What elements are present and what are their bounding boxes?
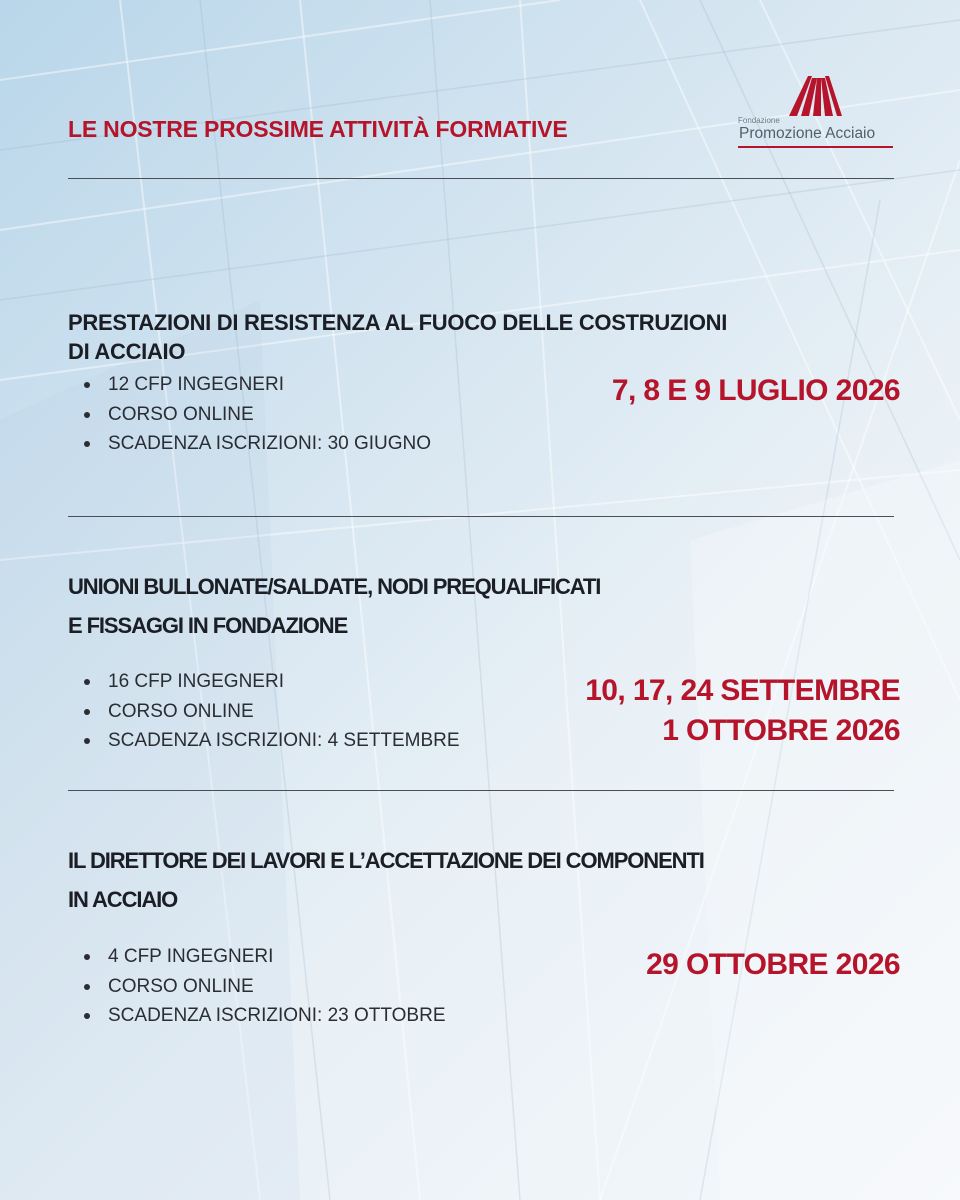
list-item: SCADENZA ISCRIZIONI: 23 OTTOBRE bbox=[82, 1001, 446, 1031]
course-date-line: 10, 17, 24 SETTEMBRE bbox=[585, 674, 900, 707]
course-title-3 bbox=[68, 841, 868, 919]
steel-structure-logo-icon bbox=[788, 76, 842, 116]
course-title-2 bbox=[68, 567, 868, 645]
page-title: LE NOSTRE PROSSIME ATTIVITÀ FORMATIVE bbox=[68, 116, 568, 142]
list-item: SCADENZA ISCRIZIONI: 4 SETTEMBRE bbox=[82, 726, 460, 756]
course-title-line: DI ACCIAIO bbox=[68, 339, 186, 364]
list-item: CORSO ONLINE bbox=[82, 400, 431, 430]
list-item: SCADENZA ISCRIZIONI: 30 GIUGNO bbox=[82, 429, 431, 459]
divider-1 bbox=[68, 516, 894, 517]
course-title-1 bbox=[68, 308, 868, 366]
logo-underline bbox=[738, 146, 893, 148]
course-date-line: 1 OTTOBRE 2026 bbox=[662, 714, 900, 747]
course-title-line: PRESTAZIONI DI RESISTENZA AL FUOCO DELLE COSTRUZIONI bbox=[68, 310, 728, 335]
logo-name: Promozione Acciaio bbox=[739, 125, 876, 142]
course-details-1 bbox=[82, 370, 431, 459]
course-title-line: IN ACCIAIO bbox=[68, 887, 178, 912]
course-date-1 bbox=[612, 371, 900, 411]
list-item: 16 CFP INGEGNERI bbox=[82, 667, 460, 697]
divider-top bbox=[68, 178, 894, 179]
list-item: CORSO ONLINE bbox=[82, 697, 460, 727]
course-title-line: IL DIRETTORE DEI LAVORI E L’ACCETTAZIONE DEI COMPONENTI bbox=[68, 848, 704, 873]
list-item: 12 CFP INGEGNERI bbox=[82, 370, 431, 400]
course-title-line: UNIONI BULLONATE/SALDATE, NODI PREQUALIFICATI bbox=[68, 574, 601, 599]
list-item: 4 CFP INGEGNERI bbox=[82, 942, 446, 972]
logo-small-text: Fondazione bbox=[738, 116, 780, 125]
course-title-line: E FISSAGGI IN FONDAZIONE bbox=[68, 613, 348, 638]
course-details-3 bbox=[82, 942, 446, 1031]
divider-2 bbox=[68, 790, 894, 791]
course-date-line: 7, 8 E 9 LUGLIO 2026 bbox=[611, 374, 900, 407]
course-date-3 bbox=[646, 945, 900, 985]
course-details-2 bbox=[82, 667, 460, 756]
brand-logo bbox=[738, 76, 896, 152]
course-date-line: 29 OTTOBRE 2026 bbox=[646, 948, 900, 981]
list-item: CORSO ONLINE bbox=[82, 972, 446, 1002]
course-date-2 bbox=[585, 671, 900, 751]
